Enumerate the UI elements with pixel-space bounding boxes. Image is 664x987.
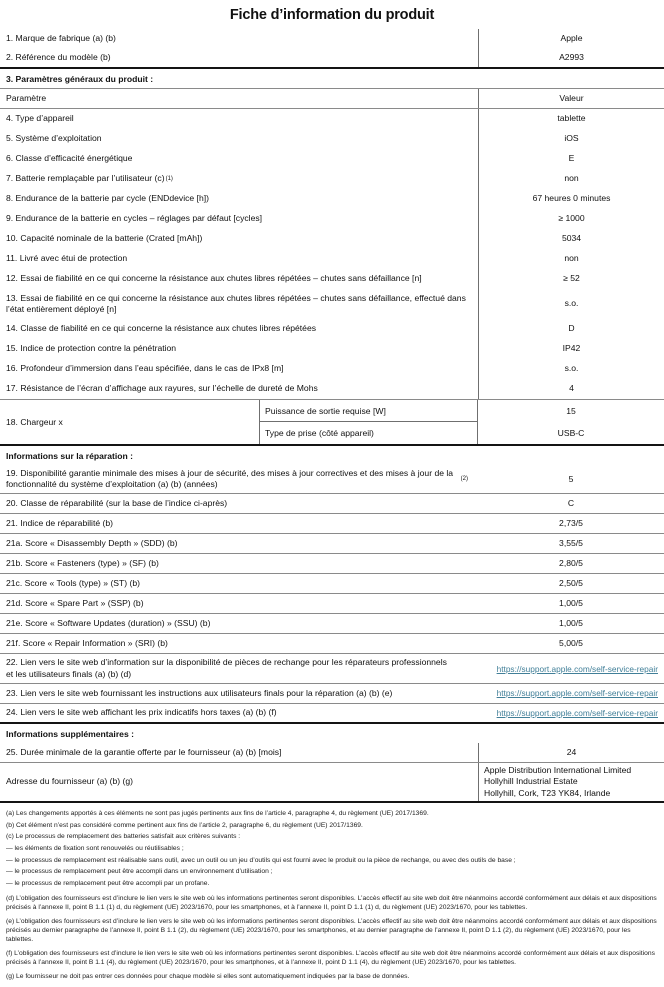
row-value: 1,00/5: [559, 618, 583, 629]
table-row: [0, 319, 664, 339]
table-row: [0, 149, 664, 169]
footnote-e: (e) L’obligation des fournisseurs est d’inclure le lien vers le site web où les informations pertinentes seront disponibles. L’accès effectif au site web doit être néanmoins accordé conformément aux délais et aux dispositions précisés au dernier paragraphe de l’annexe II, point B 1.1 (2), du règlement (UE) 2023/1670, pour les smartphones, et au dernier paragraphe de l’annexe II, point D 1.1 (2), du règlement (UE) 2023/1670, pour les tablettes.: [6, 918, 657, 944]
table-row: [0, 129, 664, 149]
row-label: 17. Résistance de l’écran d’affichage aux rayures, sur l’échelle de dureté de Mohs: [6, 383, 318, 394]
table-row: [0, 554, 664, 574]
row-label: 16. Profondeur d’immersion dans l’eau spécifiée, dans le cas de IPx8 [m]: [6, 363, 284, 374]
row-label: 2. Référence du modèle (b): [6, 52, 111, 63]
section-header-general: 3. Paramètres généraux du produit :: [0, 69, 664, 89]
row-value: 2,73/5: [559, 518, 583, 529]
table-row: [0, 289, 664, 319]
column-header-parametre: Paramètre: [6, 92, 47, 103]
row-label: 22. Lien vers le site web d’information sur la disponibilité de pièces de rechange pour les réparateurs professionnels et les utilisateurs finals (a) (b) (d): [6, 657, 447, 679]
sub-row-label: Type de prise (côté appareil): [265, 428, 374, 438]
table-row: [0, 379, 664, 399]
row-label: 5. Système d’exploitation: [6, 133, 102, 144]
address-line: Hollyhill, Cork, T23 YK84, Irlande: [484, 787, 611, 798]
footnote-c-item: — le processus de remplacement peut être accompli dans un environnement d’utilisation ;: [6, 868, 273, 876]
row-label: 8. Endurance de la batterie par cycle (ENDdevice [h]): [6, 193, 210, 204]
table-row: [0, 339, 664, 359]
supplier-address: [478, 763, 664, 802]
table-row: [0, 614, 664, 634]
table-row: [0, 634, 664, 654]
row-value: 5: [568, 473, 574, 484]
self-service-repair-link[interactable]: https://support.apple.com/self-service-repair: [496, 707, 658, 718]
row-value: iOS: [478, 129, 664, 149]
table-row: [0, 465, 664, 494]
row-label: 1. Marque de fabrique (a) (b): [6, 33, 116, 44]
row-label: 23. Lien vers le site web fournissant les instructions aux utilisateurs finals pour la réparation (a) (b) (e): [6, 687, 393, 698]
row-label: 13. Essai de fiabilité en ce qui concerne la résistance aux chutes libres répétées – chutes sans défaillance, effectué dans l’état entièrement déployé [n]: [6, 292, 466, 314]
row-value: E: [478, 149, 664, 169]
row-label: 21a. Score « Disassembly Depth » (SDD) (b): [6, 538, 178, 549]
table-row: [0, 494, 664, 514]
row-label: 21f. Score « Repair Information » (SRI) (b): [6, 638, 168, 649]
row-label: 9. Endurance de la batterie en cycles – réglages par défaut [cycles]: [6, 213, 263, 224]
row-value: 3,55/5: [559, 538, 583, 549]
row-label: 14. Classe de fiabilité en ce qui concerne la résistance aux chutes libres répétées: [6, 323, 317, 334]
table-row: [0, 109, 664, 129]
row-label: [0, 169, 478, 189]
row-label: [0, 465, 478, 493]
section-header-supplementary: Informations supplémentaires :: [6, 728, 134, 739]
table-row-link: [0, 704, 664, 724]
footnote-a: (a) Les changements apportés à ces éléments ne sont pas jugés pertinents aux fins de l’article 4, paragraphe 4, du règlement (UE) 2017/1369.: [6, 810, 429, 818]
footnotes: [0, 803, 664, 987]
table-row: [0, 743, 664, 763]
row-value: Apple: [478, 29, 664, 49]
sub-row-label: Puissance de sortie requise [W]: [260, 400, 477, 422]
self-service-repair-link[interactable]: https://support.apple.com/self-service-repair: [496, 688, 658, 699]
footnote-c-item: — les éléments de fixation sont renouvelés ou réutilisables ;: [6, 844, 184, 852]
row-value: 2,50/5: [559, 578, 583, 589]
link-cell: [458, 704, 664, 722]
footnote-d: (d) L’obligation des fournisseurs est d’inclure le lien vers le site web où les informations pertinentes seront disponibles. L’accès effectif au site web doit être néanmoins accordé conformément aux délais et aux dispositions précisés à l’annexe II, point B 1.1 (1) d, du règlement (UE) 2023/1670, pour les smartphones, et à l’annexe II, point D 1.1 (1) d, du règlement (UE) 2023/1670, pour les tablettes.: [6, 894, 657, 911]
row-label: 15. Indice de protection contre la pénétration: [6, 343, 177, 354]
row-value: 67 heures 0 minutes: [478, 189, 664, 209]
row-label: 6. Classe d’efficacité énergétique: [6, 153, 133, 164]
row-value: s.o.: [478, 289, 664, 319]
row-label: 11. Livré avec étui de protection: [6, 253, 128, 264]
row-value: ≥ 1000: [478, 209, 664, 229]
table-header-row: [0, 89, 664, 109]
row-value: D: [478, 319, 664, 339]
row-label: 12. Essai de fiabilité en ce qui concerne la résistance aux chutes libres répétées – chutes sans défaillance [n]: [6, 273, 422, 284]
footnote-c-item: — le processus de remplacement est réalisable sans outil, avec un outil ou un jeu d’outils qui est fourni avec le produit ou la pièce de rechange, ou avec des outils de base ;: [6, 856, 516, 864]
table-row: [0, 209, 664, 229]
table-row: [0, 594, 664, 614]
table-row-marque: [0, 29, 664, 49]
row-label: 21. Indice de réparabilité (b): [6, 518, 114, 529]
row-value: non: [478, 169, 664, 189]
charger-sub-table: [259, 400, 478, 444]
row-value: 5034: [478, 229, 664, 249]
row-label: Adresse du fournisseur (a) (b) (g): [6, 776, 134, 787]
row-value: 4: [478, 379, 664, 399]
row-value: s.o.: [478, 359, 664, 379]
link-cell: [458, 654, 664, 682]
table-row: [0, 189, 664, 209]
table-row: [0, 574, 664, 594]
address-line: Hollyhill Industrial Estate: [484, 776, 578, 787]
row-label: 21e. Score « Software Updates (duration) » (SSU) (b): [6, 618, 211, 629]
row-label: 18. Chargeur x: [6, 417, 63, 427]
row-value: A2993: [478, 49, 664, 67]
table-row: [0, 249, 664, 269]
row-label-text: 7. Batterie remplaçable par l’utilisateur (c): [6, 173, 165, 184]
table-row-chargeur: [0, 399, 664, 446]
table-row-link: [0, 684, 664, 704]
row-value: 1,00/5: [559, 598, 583, 609]
row-value: 2,80/5: [559, 558, 583, 569]
self-service-repair-link[interactable]: https://support.apple.com/self-service-repair: [496, 663, 658, 674]
table-row: [0, 229, 664, 249]
footnote-f: (f) L’obligation des fournisseurs est d’inclure le lien vers le site web où les informations pertinentes seront disponibles. L’accès effectif au site web doit être néanmoins accordé conformément aux délais et aux dispositions précisés à l’annexe II, point B 1.1 (4), du règlement (UE) 2023/1670, pour les smartphones, et à l’annexe II, point D 1.1 (4), du règlement (UE) 2023/1670, pour les tablettes.: [6, 950, 655, 967]
table-row: [0, 269, 664, 289]
address-line: Apple Distribution International Limited: [484, 764, 632, 775]
row-value: non: [478, 249, 664, 269]
footnote-b: (b) Cet élément n’est pas considéré comme pertinent aux fins de l’article 2, paragraphe 6, du règlement (UE) 2017/1369.: [6, 821, 363, 829]
row-label: 24. Lien vers le site web affichant les prix indicatifs hors taxes (a) (b) (f): [6, 707, 277, 718]
section-header-repair: Informations sur la réparation :: [6, 451, 134, 461]
row-label: 21b. Score « Fasteners (type) » (SF) (b): [6, 558, 159, 569]
sub-row-value: USB-C: [557, 428, 585, 438]
row-label: 21c. Score « Tools (type) » (ST) (b): [6, 578, 141, 589]
table-row: [0, 169, 664, 189]
table-row: [0, 534, 664, 554]
row-label-text: 19. Disponibilité garantie minimale des mises à jour de sécurité, des mises à jour correctives et des mises à jour de la fonctionnalité du système d’exploitation (a) (b) (années): [6, 468, 454, 490]
sub-row-value: 15: [566, 406, 576, 416]
row-value: C: [567, 498, 575, 509]
footnote-g: (g) Le fournisseur ne doit pas entrer ces données pour chaque modèle si elles sont automatiquement indiquées par la base de données.: [6, 973, 410, 981]
row-label: 21d. Score « Spare Part » (SSP) (b): [6, 598, 144, 609]
row-label: 4. Type d’appareil: [6, 113, 74, 124]
row-value: 5,00/5: [559, 638, 583, 649]
column-header-valeur: Valeur: [478, 89, 664, 108]
page-title: Fiche d’information du produit: [229, 7, 435, 23]
row-label: 20. Classe de réparabilité (sur la base de l’indice ci-après): [6, 498, 228, 509]
link-cell: [458, 684, 664, 703]
row-value: 24: [478, 743, 664, 762]
table-row: [0, 514, 664, 534]
footnote-c: (c) Le processus de remplacement des batteries satisfait aux critères suivants :: [6, 833, 241, 841]
row-value: IP42: [478, 339, 664, 359]
footnote-ref-1: (1): [165, 176, 173, 182]
charger-sub-values: [478, 400, 664, 444]
row-label: 25. Durée minimale de la garantie offerte par le fournisseur (a) (b) [mois]: [6, 746, 282, 757]
table-row-reference: [0, 49, 664, 69]
footnote-ref-2: (2): [460, 476, 468, 483]
table-row-address: [0, 763, 664, 804]
row-label: 10. Capacité nominale de la batterie (Crated [mAh]): [6, 233, 203, 244]
footnote-c-item: — le processus de remplacement peut être accompli par un profane.: [6, 879, 210, 887]
row-value: tablette: [478, 109, 664, 129]
table-row-link: [0, 654, 664, 683]
table-row: [0, 359, 664, 379]
row-value: ≥ 52: [478, 269, 664, 289]
